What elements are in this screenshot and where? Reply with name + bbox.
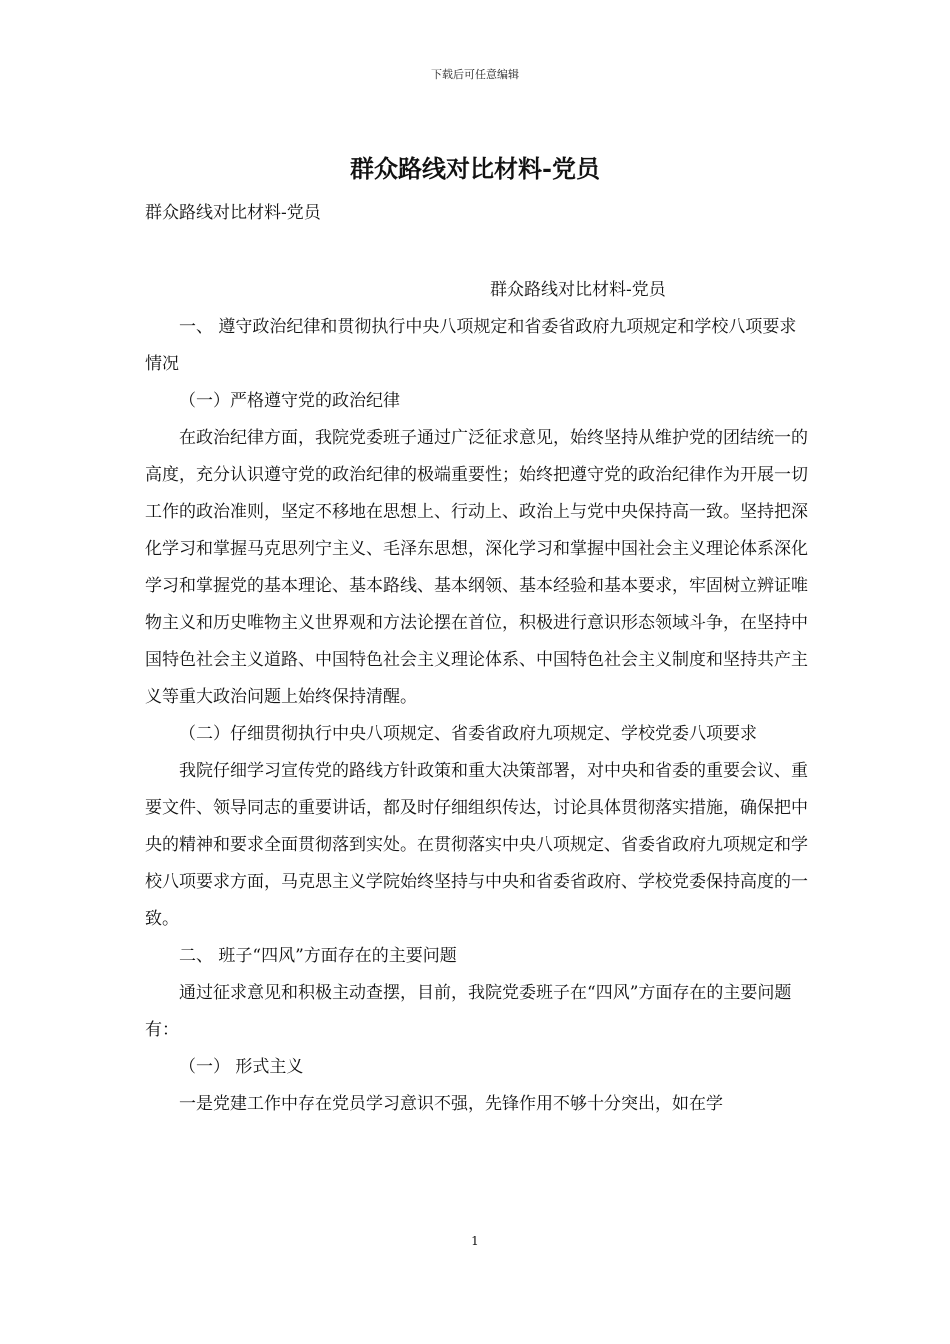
paragraph-four-winds-intro: 通过征求意见和积极主动查摆，目前，我院党委班子在“四风”方面存在的主要问题有： [145,983,792,1040]
page-number: 1 [471,1234,479,1248]
page-header-note: 下载后可任意编辑 [431,68,519,81]
heading-two: 二、 班子“四风”方面存在的主要问题 [179,946,457,966]
subheading-eight-rules: （二）仔细贯彻执行中央八项规定、省委省政府九项规定、学校党委八项要求 [179,724,757,744]
subheading-formalism: （一） 形式主义 [179,1057,304,1077]
paragraph-eight-rules: 我院仔细学习宣传党的路线方针政策和重大决策部署，对中央和省委的重要会议、重要文件、领导同志的重要讲话，都及时仔细组织传达，讨论具体贯彻落实措施，确保把中央的精神和要求全面贯彻落到实处。在贯彻落实中央八项规定、省委省政府九项规定和学校八项要求方面，马克思主义学院始终坚持与中央和省委省政府、学校党委保持高度的一致。 [145,761,808,929]
document-body [145,272,810,1123]
paragraph-political-discipline: 在政治纪律方面，我院党委班子通过广泛征求意见，始终坚持从维护党的团结统一的高度，充分认识遵守党的政治纪律的极端重要性；始终把遵守党的政治纪律作为开展一切工作的政治准则，坚定不移地在思想上、行动上、政治上与党中央保持高一致。坚持把深化学习和掌握马克思列宁主义、毛泽东思想，深化学习和掌握中国社会主义理论体系深化学习和掌握党的基本理论、基本路线、基本纲领、基本经验和基本要求，牢固树立辨证唯物主义和历史唯物主义世界观和方法论摆在首位，积极进行意识形态领域斗争，在坚持中国特色社会主义道路、中国特色社会主义理论体系、中国特色社会主义制度和坚持共产主义等重大政治问题上始终保持清醒。 [145,428,808,707]
subheading-political-discipline: （一）严格遵守党的政治纪律 [179,391,400,411]
paragraph-formalism-start: 一是党建工作中存在党员学习意识不强，先锋作用不够十分突出，如在学 [179,1094,723,1114]
document-title: 群众路线对比材料-党员 [350,154,600,183]
document-subtitle: 群众路线对比材料-党员 [145,203,321,223]
section-heading-right: 群众路线对比材料-党员 [490,280,666,300]
heading-one: 一、 遵守政治纪律和贯彻执行中央八项规定和省委省政府九项规定和学校八项要求情况 [145,317,797,374]
